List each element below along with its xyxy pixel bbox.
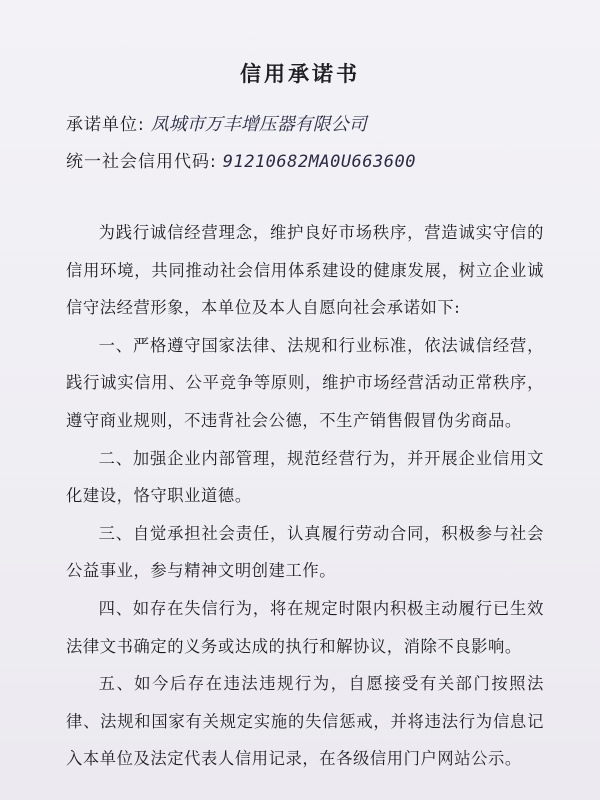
pledge-unit-handwritten-value: 凤城市万丰增压器有限公司 [150,114,367,135]
credit-code-handwritten-value: 91210682MA0U663600 [222,152,416,172]
paragraph-clause-4: 四、如存在失信行为，将在规定时限内积极主动履行已生效法律文书确定的义务或达成的执行和解协议，消除不良影响。 [66,598,544,656]
document-title: 信用承诺书 [240,62,360,86]
pledge-unit-row [66,110,367,136]
paragraph-clause-5: 五、如今后存在违法违规行为，自愿接受有关部门按照法律、法规和国家有关规定实施的失信惩戒，并将违法行为信息记入本单位及法定代表人信用记录，在各级信用门户网站公示。 [66,674,544,769]
credit-code-row [66,147,416,172]
paragraph-clause-3: 三、自觉承担社会责任，认真履行劳动合同，积极参与社会公益事业，参与精神文明创建工作。 [66,523,544,581]
paragraph-intro: 为践行诚信经营理念，维护良好市场秩序，营造诚实守信的信用环境，共同推动社会信用体系建设的健康发展，树立企业诚信守法经营形象，本单位及本人自愿向社会承诺如下: [66,223,544,318]
credit-code-label: 统一社会信用代码: [66,152,217,172]
paragraph-clause-1: 一、严格遵守国家法律、法规和行业标准，依法诚信经营，践行诚实信用、公平竞争等原则，维护市场经营活动正常秩序，遵守商业规则，不违背社会公德，不生产销售假冒伪劣商品。 [66,335,544,430]
pledge-body [66,214,544,778]
pledge-unit-label: 承诺单位: [66,115,145,135]
paragraph-clause-2: 二、加强企业内部管理，规范经营行为，并开展企业信用文化建设，恪守职业道德。 [66,448,544,506]
